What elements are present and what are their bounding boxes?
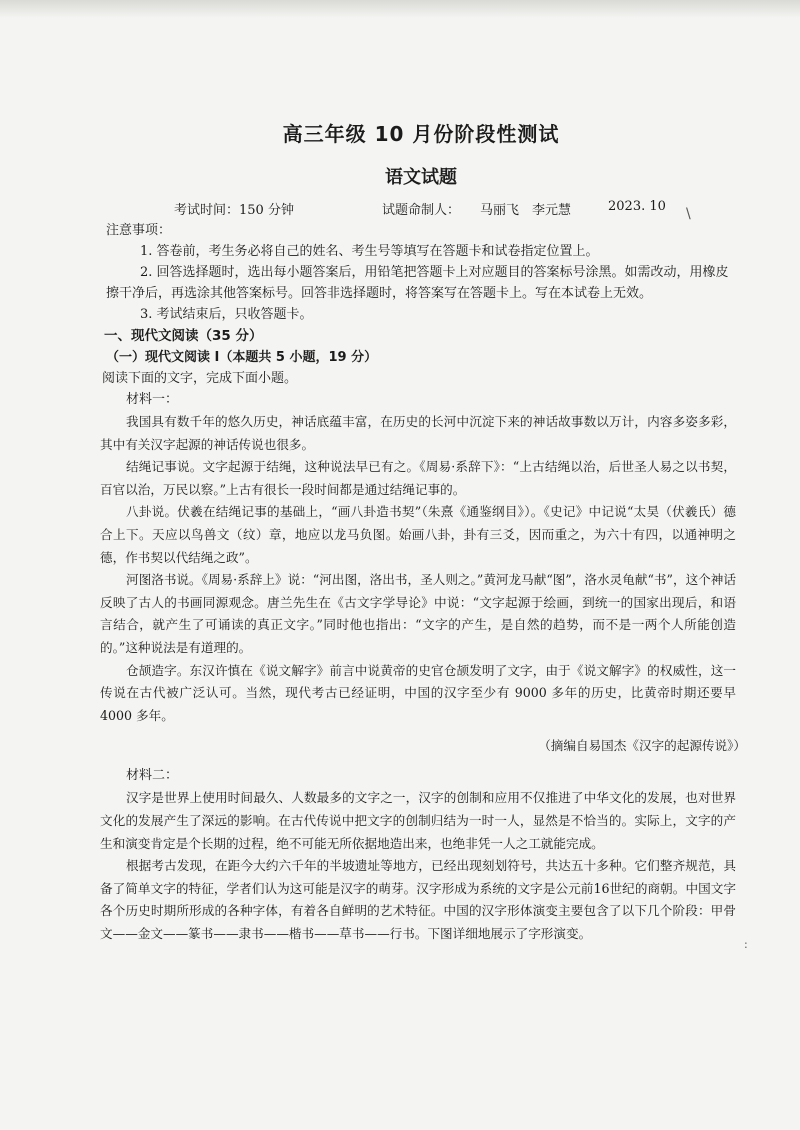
author-name: 马丽飞 bbox=[480, 203, 520, 218]
exam-time: 考试时间：150 分钟 bbox=[174, 203, 294, 218]
author-label: 试题命制人： bbox=[382, 203, 461, 218]
note-item: 3. 考试结束后，只收答题卡。 bbox=[140, 307, 313, 322]
scan-mark: : bbox=[744, 938, 748, 951]
reading-instruction: 阅读下面的文字，完成下面小题。 bbox=[102, 371, 298, 386]
section-heading: 一、现代文阅读（35 分） bbox=[104, 328, 263, 344]
exam-meta bbox=[112, 199, 730, 221]
exam-page bbox=[100, 118, 746, 945]
paragraph: 我国具有数千年的悠久历史，神话底蕴丰富，在历史的长河中沉淀下来的神话故事数以万计，内容多姿多彩，其中有关汉字起源的神话传说也很多。 bbox=[100, 414, 736, 452]
note-item: 2. 回答选择题时，选出每小题答案后，用铅笔把答题卡上对应题目的答案标号涂黑。如需改动，用橡皮擦干净后，再选涂其他答案标号。回答非选择题时，将答案写在答题卡上。写在本试卷上无效。 bbox=[106, 265, 729, 301]
paragraph: 根据考古发现，在距今大约六千年的半坡遗址等地方，已经出现刻划符号，共达五十多种。它们整齐规范，具备了简单文字的特征，学者们认为这可能是汉字的萌芽。汉字形成为系统的文字是公元前16世纪的商朝。中国文字各个历史时期所形成的各种字体，有着各自鲜明的艺术特征。中国的汉字形体演变主要包含了以下几个阶段：甲骨文——金文——篆书——隶书——楷书——草书——行书。下图详细地展示了字形演变。 bbox=[100, 858, 736, 941]
paragraph: 八卦说。伏羲在结绳记事的基础上，“画八卦造书契”（朱熹《通鉴纲目》）。《史记》中记说“太昊（伏羲氏）德合上下。天应以鸟兽文（纹）章，地应以龙马负图。始画八卦，卦有三爻，因而重之，为六十有四，以通神明之德，作书契以代结绳之政”。 bbox=[100, 504, 736, 565]
material-label: 材料一： bbox=[126, 392, 179, 407]
paragraph: 结绳记事说。文字起源于结绳，这种说法早已有之。《周易·系辞下》：“上古结绳以治，后世圣人易之以书契，百官以治，万民以察。”上古有很长一段时间都是通过结绳记事的。 bbox=[100, 459, 736, 497]
exam-title: 高三年级 10 月份阶段性测试 bbox=[282, 122, 560, 146]
paragraph: 汉字是世界上使用时间最久、人数最多的文字之一，汉字的创制和应用不仅推进了中华文化的发展，也对世界文化的发展产生了深远的影响。在古代传说中把文字的创制归结为一时一人，显然是不恰当的。实际上，文字的产生和演变肯定是个长期的过程，绝不可能无所依据地造出来，也绝非凭一人之工就能完成。 bbox=[100, 790, 736, 851]
material-label: 材料二： bbox=[126, 768, 179, 784]
material-source: （摘编自易国杰《汉字的起源传说》） bbox=[538, 738, 746, 754]
subsection-heading: （一）现代文阅读 I（本题共 5 小题，19 分） bbox=[106, 350, 378, 365]
exam-subtitle: 语文试题 bbox=[385, 167, 457, 188]
scan-edge bbox=[0, 0, 800, 18]
paragraph: 仓颉造字。东汉许慎在《说文解字》前言中说黄帝的史官仓颉发明了文字，由于《说文解字》的权威性，这一传说在古代被广泛认可。当然，现代考古已经证明，中国的汉字至少有 9000 多年的历史，比黄帝时期还要早 4000 多年。 bbox=[100, 662, 736, 723]
notes-heading: 注意事项： bbox=[106, 223, 172, 238]
author-name: 李元慧 bbox=[532, 203, 572, 218]
scan-mark: \ bbox=[686, 206, 691, 222]
note-item: 1. 答卷前，考生务必将自己的姓名、考生号等填写在答题卡和试卷指定位置上。 bbox=[140, 244, 599, 259]
exam-date: 2023. 10 bbox=[608, 199, 666, 214]
paragraph: 河图洛书说。《周易·系辞上》说：“河出图，洛出书，圣人则之。”黄河龙马献“图”，洛水灵龟献“书”，这个神话反映了古人的书画同源观念。唐兰先生在《古文字学导论》中说：“文字起源于绘画，到统一的国家出现后，和语言结合，就产生了可诵读的真正文字。”同时他也指出：“文字的产生，是自然的趋势，而不是一两个人所能创造的。”这种说法是有道理的。 bbox=[100, 572, 736, 655]
